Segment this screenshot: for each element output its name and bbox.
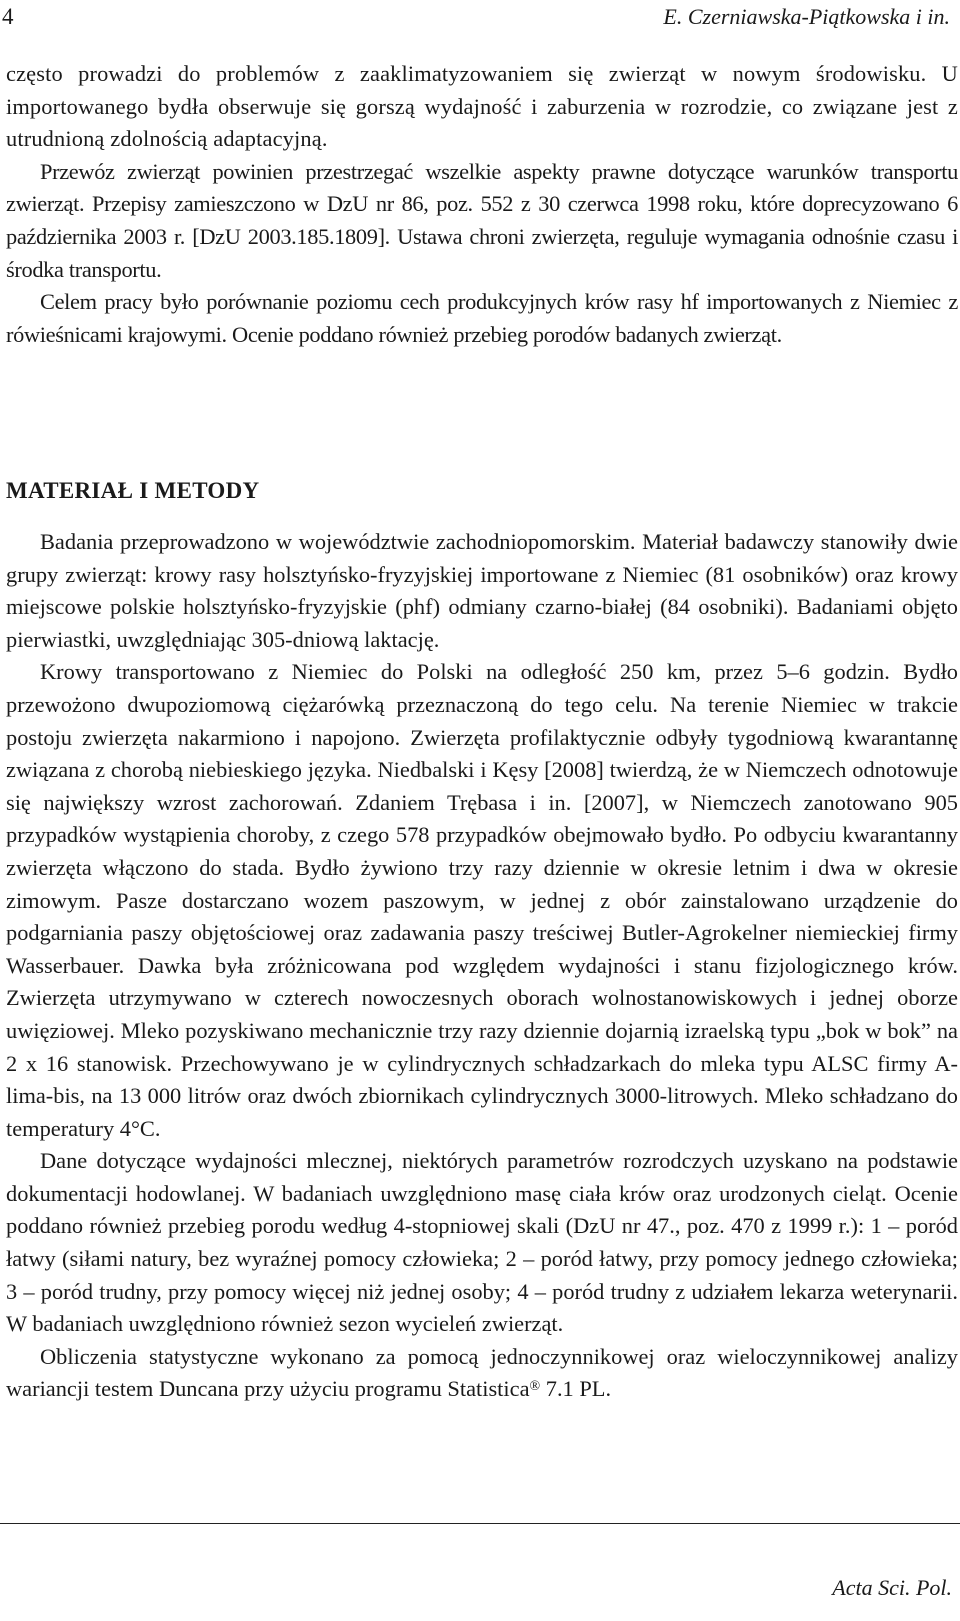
paragraph-text: Obliczenia statystyczne wykonano za pomocą jednoczynnikowej oraz wieloczynnikowej analizy wariancji testem Duncana przy użyciu programu Statistica: [6, 1343, 958, 1402]
section-text: [6, 526, 958, 1406]
paragraph-text-end: 7.1 PL.: [540, 1376, 612, 1402]
paragraph: [6, 1341, 958, 1406]
running-head: E. Czerniawska-Piątkowska i in.: [663, 4, 950, 29]
journal-footer: Acta Sci. Pol.: [832, 1575, 952, 1600]
page-number: 4: [2, 4, 14, 29]
paragraph: często prowadzi do problemów z zaaklimatyzowaniem się zwierząt w nowym środowisku. U importowanego bydła obserwuje się gorszą wydajność i zaburzenia w rozrodzie, co związane jest z utrudnioną zdolnością adaptacyjną.: [6, 61, 958, 152]
section-heading: MATERIAŁ I METODY: [6, 478, 260, 503]
paragraph: Badania przeprowadzono w województwie zachodniopomorskim. Materiał badawczy stanowiły dwie grupy zwierząt: krowy rasy holsztyńsko-fryzyjskiej importowane z Niemiec (81 osobników) oraz krowy miejscowe polskie holsztyńsko-fryzyjskie (phf) odmiany czarno-białej (84 osobniki). Badaniami objęto pierwiastki, uwzględniając 305-dniową laktację.: [6, 529, 958, 652]
registered-mark: ®: [529, 1379, 541, 1395]
paragraph: Celem pracy było porównanie poziomu cech produkcyjnych krów rasy hf importowanych z Niemiec z rówieśnicami krajowymi. Ocenie poddano również przebieg porodów badanych zwierząt.: [6, 289, 958, 347]
footer-rule: [0, 1523, 960, 1524]
paragraph: Krowy transportowano z Niemiec do Polski na odległość 250 km, przez 5–6 godzin. Bydło przewożono dwupoziomową ciężarówką przeznaczoną do tego celu. Na terenie Niemiec w trakcie postoju zwierzęta nakarmiono i napojono. Zwierzęta profilaktycznie odbyły tygodniową kwarantannę związana z chorobą niebieskiego języka. Niedbalski i Kęsy [2008] twierdzą, że w Niemczech odnotowuje się największy wzrost zachorowań. Zdaniem Trębasa i in. [2007], w Niemczech zanotowano 905 przypadków wystąpienia choroby, z czego 578 przypadków obejmowało bydło. Po odbyciu kwarantanny zwierzęta włączono do stada. Bydło żywiono trzy razy dziennie w okresie letnim i dwa w okresie zimowym. Pasze dostarczano wozem paszowym, w jednej z obór zainstalowano urządzenie do podgarniania paszy objętościowej oraz zadawania paszy treściwej Butler-Agrokelner niemieckiej firmy Wasserbauer. Dawka była zróżnicowana pod względem wydajności i stanu fizjologicznego krów. Zwierzęta utrzymywano w czterech nowoczesnych oborach wolnostanowiskowych i jednej oborze uwięziowej. Mleko pozyskiwano mechanicznie trzy razy dziennie dojarnią izraelską typu „bok w bok” na 2 x 16 stanowisk. Przechowywano je w cylindrycznych schładzarkach do mleka typu ALSC firmy A-lima-bis, na 13 000 litrów oraz dwóch zbiornikach cylindrycznych 3000-litrowych. Mleko schładzano do temperatury 4°C.: [6, 659, 958, 1141]
intro-text: [6, 58, 958, 351]
page-header: [0, 0, 960, 40]
paragraph: Przewóz zwierząt powinien przestrzegać wszelkie aspekty prawne dotyczące warunków transportu zwierząt. Przepisy zamieszczono w DzU nr 86, poz. 552 z 30 czerwca 1998 roku, które doprecyzowano 6 października 2003 r. [DzU 2003.185.1809]. Ustawa chroni zwierzęta, reguluje wymagania odnośnie czasu i środka transportu.: [6, 158, 958, 282]
paragraph: Dane dotyczące wydajności mlecznej, niektórych parametrów rozrodczych uzyskano na podstawie dokumentacji hodowlanej. W badaniach uwzględniono masę ciała krów oraz urodzonych cieląt. Ocenie poddano również przebieg porodu według 4-stopniowej skali (DzU nr 47., poz. 470 z 1999 r.): 1 – poród łatwy (siłami natury, bez wyraźnej pomocy człowieka; 2 – poród łatwy, przy pomocy jednego człowieka; 3 – poród trudny, przy pomocy więcej niż jednej osoby; 4 – poród trudny z udziałem lekarza weterynarii. W badaniach uwzględniono również sezon wycieleń zwierząt.: [6, 1148, 958, 1337]
